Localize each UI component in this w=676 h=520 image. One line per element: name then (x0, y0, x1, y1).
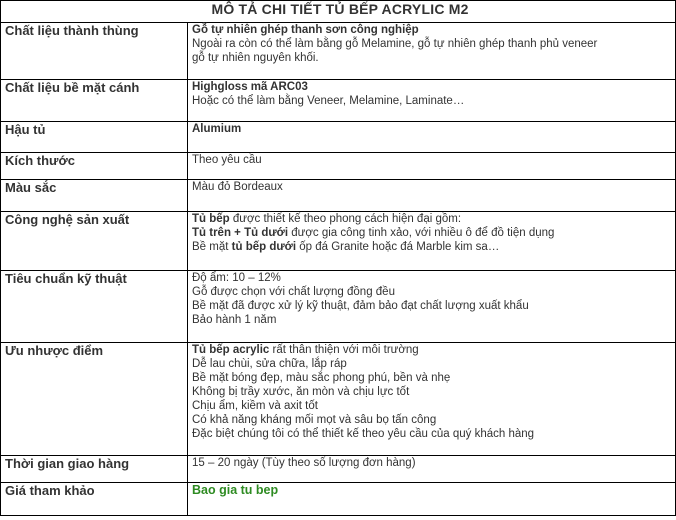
value-text: Bề mặt bóng đẹp, màu sắc phong phú, bền và nhẹ (192, 372, 451, 384)
table-title: MÔ TẢ CHI TIẾT TỦ BẾP ACRYLIC M2 (1, 1, 676, 23)
table-row-thung (1, 23, 676, 80)
table-row-be-mat (1, 80, 676, 122)
value-text: Hoặc có thể làm bằng Veneer, Melamine, Laminate… (192, 95, 465, 107)
row-value (188, 23, 676, 80)
row-label: Giá tham khảo (1, 483, 188, 516)
value-text: Dễ lau chùi, sửa chữa, lắp ráp (192, 358, 347, 370)
value-text: Alumium (192, 123, 242, 135)
value-text: Bảo hành 1 năm (192, 314, 277, 326)
value-text: rất thân thiện với môi trường (269, 344, 419, 356)
table-row-hau-tu (1, 122, 676, 153)
value-text: Không bị trầy xước, ăn mòn và chịu lực tốt (192, 386, 410, 398)
row-label: Chất liệu bề mặt cánh (1, 80, 188, 122)
table-row-thoi-gian (1, 456, 676, 483)
row-value (188, 153, 676, 180)
row-value (188, 212, 676, 271)
table-row-cong-nghe (1, 212, 676, 271)
row-label: Màu sắc (1, 180, 188, 212)
row-value (188, 180, 676, 212)
value-text: Bề mặt (192, 241, 232, 253)
value-text: Màu đỏ Bordeaux (192, 181, 283, 193)
table-row-gia (1, 483, 676, 516)
value-text: Chịu ẩm, kiềm và axit tốt (192, 400, 318, 412)
value-text: Highgloss mã ARC03 (192, 81, 308, 93)
row-label: Ưu nhược điểm (1, 343, 188, 456)
value-text: Gỗ được chọn với chất lượng đồng đều (192, 286, 395, 298)
value-text: được thiết kế theo phong cách hiện đại gồm: (229, 213, 462, 225)
value-text: Đặc biệt chúng tôi có thể thiết kế theo yêu cầu của quý khách hàng (192, 428, 535, 440)
value-text: Có khả năng kháng mối mọt và sâu bọ tấn công (192, 414, 437, 426)
row-value (188, 122, 676, 153)
value-text-bold: Tủ trên + Tủ dưới (192, 227, 289, 239)
value-text: Ngoài ra còn có thể làm bằng gỗ Melamine, gỗ tự nhiên ghép thanh phủ veneer (192, 38, 598, 50)
row-label: Hậu tủ (1, 122, 188, 153)
table-row-kich-thuoc (1, 153, 676, 180)
value-text: được gia công tinh xảo, với nhiều ô để đồ tiện dụng (288, 227, 555, 239)
row-label: Kích thước (1, 153, 188, 180)
row-value (188, 483, 676, 516)
row-value (188, 80, 676, 122)
value-text: Độ ẩm: 10 – 12% (192, 272, 281, 284)
row-label: Thời gian giao hàng (1, 456, 188, 483)
table-row-mau-sac (1, 180, 676, 212)
row-label: Chất liệu thành thùng (1, 23, 188, 80)
value-text: Bề mặt đã được xử lý kỹ thuật, đảm bảo đạt chất lượng xuất khẩu (192, 300, 529, 312)
value-text-bold: tủ bếp dưới (231, 241, 297, 253)
value-text: Gỗ tự nhiên ghép thanh sơn công nghiệp (192, 24, 419, 36)
row-label: Công nghệ sản xuất (1, 212, 188, 271)
price-quote-link[interactable]: Bao gia tu bep (192, 483, 279, 497)
row-value (188, 456, 676, 483)
value-text-bold: Tủ bếp acrylic (192, 344, 270, 356)
row-label: Tiêu chuẩn kỹ thuật (1, 271, 188, 343)
value-text-bold: Tủ bếp (192, 213, 230, 225)
value-text: 15 – 20 ngày (Tùy theo số lượng đơn hàng) (192, 457, 416, 469)
table-row-tieu-chuan (1, 271, 676, 343)
row-value (188, 271, 676, 343)
row-value (188, 343, 676, 456)
value-text: ốp đá Granite hoặc đá Marble kim sa… (296, 241, 500, 253)
table-row-uu-nhuoc (1, 343, 676, 456)
value-text: Theo yêu cầu (192, 154, 262, 166)
value-text: gỗ tự nhiên nguyên khối. (192, 52, 319, 64)
